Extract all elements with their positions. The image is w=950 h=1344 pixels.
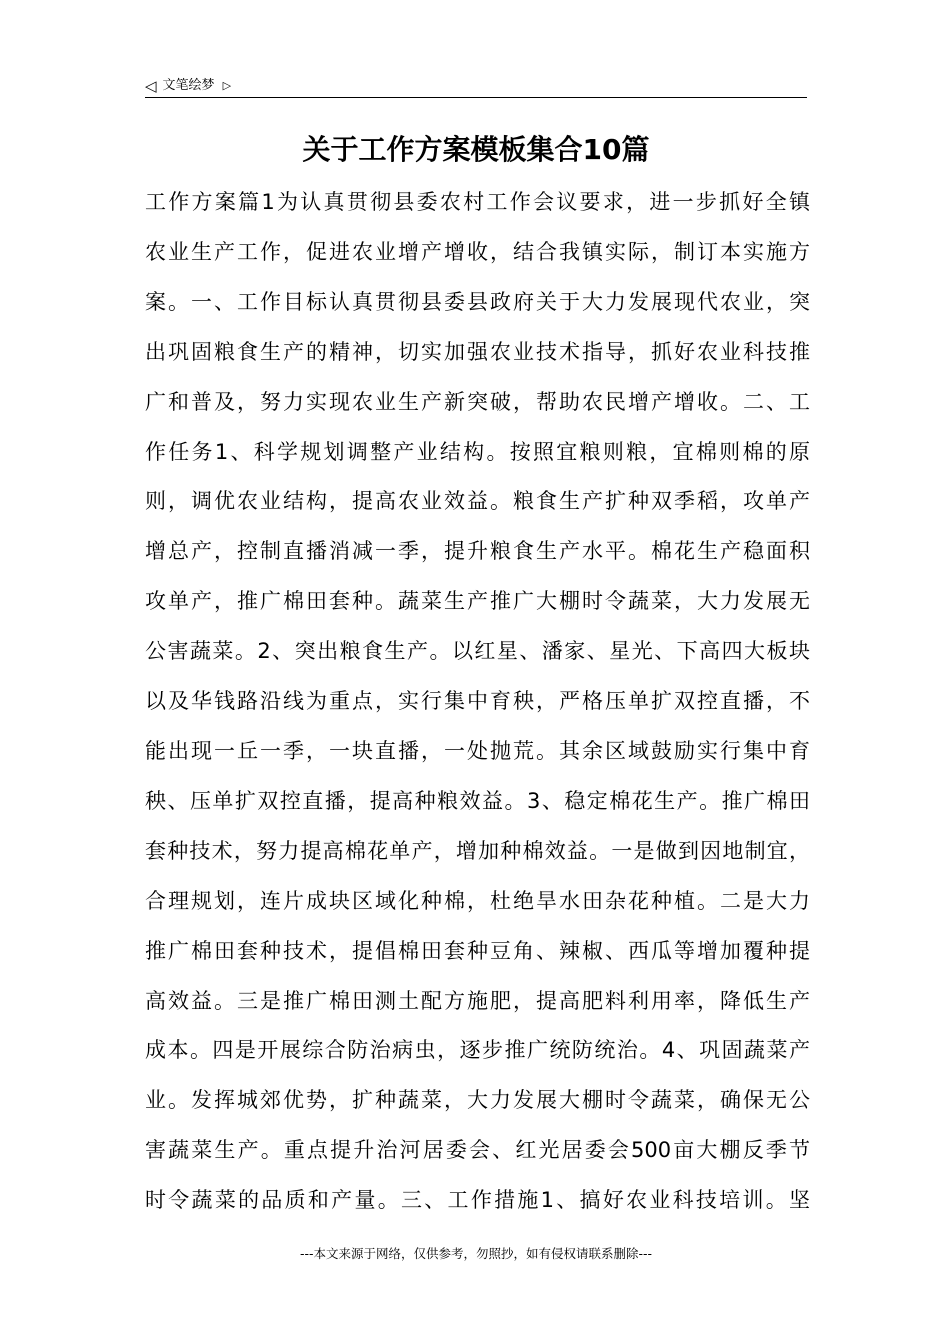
body-line: 高效益。三是推广棉田测土配方施肥，提高肥料利用率，降低生产 — [145, 988, 810, 1013]
brand-name: 文笔绘梦 — [162, 78, 215, 93]
body-line: 推广棉田套种技术，提倡棉田套种豆角、辣椒、西瓜等增加覆种提 — [145, 938, 810, 963]
document-body — [145, 178, 810, 1226]
footer-disclaimer: ---本文来源于网络，仅供参考，勿照抄，如有侵权请联系删除--- — [299, 1246, 653, 1261]
body-line: 增总产，控制直播消减一季，提升粮食生产水平。棉花生产稳面积 — [145, 539, 810, 564]
body-line: 套种技术，努力提高棉花单产，增加种棉效益。一是做到因地制宜， — [145, 838, 810, 863]
body-line: 广和普及，努力实现农业生产新突破，帮助农民增产增收。二、工 — [145, 389, 810, 414]
body-line: 作任务1、科学规划调整产业结构。按照宜粮则粮，宜棉则棉的原 — [145, 439, 810, 464]
header-divider — [145, 97, 807, 98]
body-line: 秧、压单扩双控直播，提高种粮效益。3、稳定棉花生产。推广棉田 — [145, 788, 810, 813]
body-line: 成本。四是开展综合防治病虫，逐步推广统防统治。4、巩固蔬菜产 — [145, 1038, 810, 1063]
body-line: 农业生产工作，促进农业增产增收，结合我镇实际，制订本实施方 — [145, 239, 810, 264]
body-line: 能出现一丘一季，一块直播，一处抛荒。其余区域鼓励实行集中育 — [145, 738, 810, 763]
body-line: 出巩固粮食生产的精神，切实加强农业技术指导，抓好农业科技推 — [145, 339, 810, 364]
body-line: 工作方案篇1为认真贯彻县委农村工作会议要求，进一步抓好全镇 — [145, 190, 810, 214]
body-line: 公害蔬菜。2、突出粮食生产。以红星、潘家、星光、下高四大板块 — [145, 639, 810, 664]
body-line: 合理规划，连片成块区域化种棉，杜绝旱水田杂花种植。二是大力 — [145, 888, 810, 913]
body-line: 时令蔬菜的品质和产量。三、工作措施1、搞好农业科技培训。坚 — [145, 1188, 810, 1213]
body-line: 以及华钱路沿线为重点，实行集中育秧，严格压单扩双控直播，不 — [145, 689, 810, 714]
triangle-left-icon: ◁ — [145, 77, 157, 95]
triangle-right-icon: ▷ — [222, 79, 232, 92]
document-title: 关于工作方案模板集合10篇 — [302, 133, 650, 166]
page-header — [145, 74, 807, 98]
body-line: 攻单产，推广棉田套种。蔬菜生产推广大棚时令蔬菜，大力发展无 — [145, 589, 810, 614]
body-line: 则，调优农业结构，提高农业效益。粮食生产扩种双季稻，攻单产 — [145, 489, 810, 514]
body-line: 害蔬菜生产。重点提升治河居委会、红光居委会500亩大棚反季节 — [145, 1138, 810, 1163]
body-line: 业。发挥城郊优势，扩种蔬菜，大力发展大棚时令蔬菜，确保无公 — [145, 1088, 810, 1113]
body-line: 案。一、工作目标认真贯彻县委县政府关于大力发展现代农业，突 — [145, 289, 810, 314]
